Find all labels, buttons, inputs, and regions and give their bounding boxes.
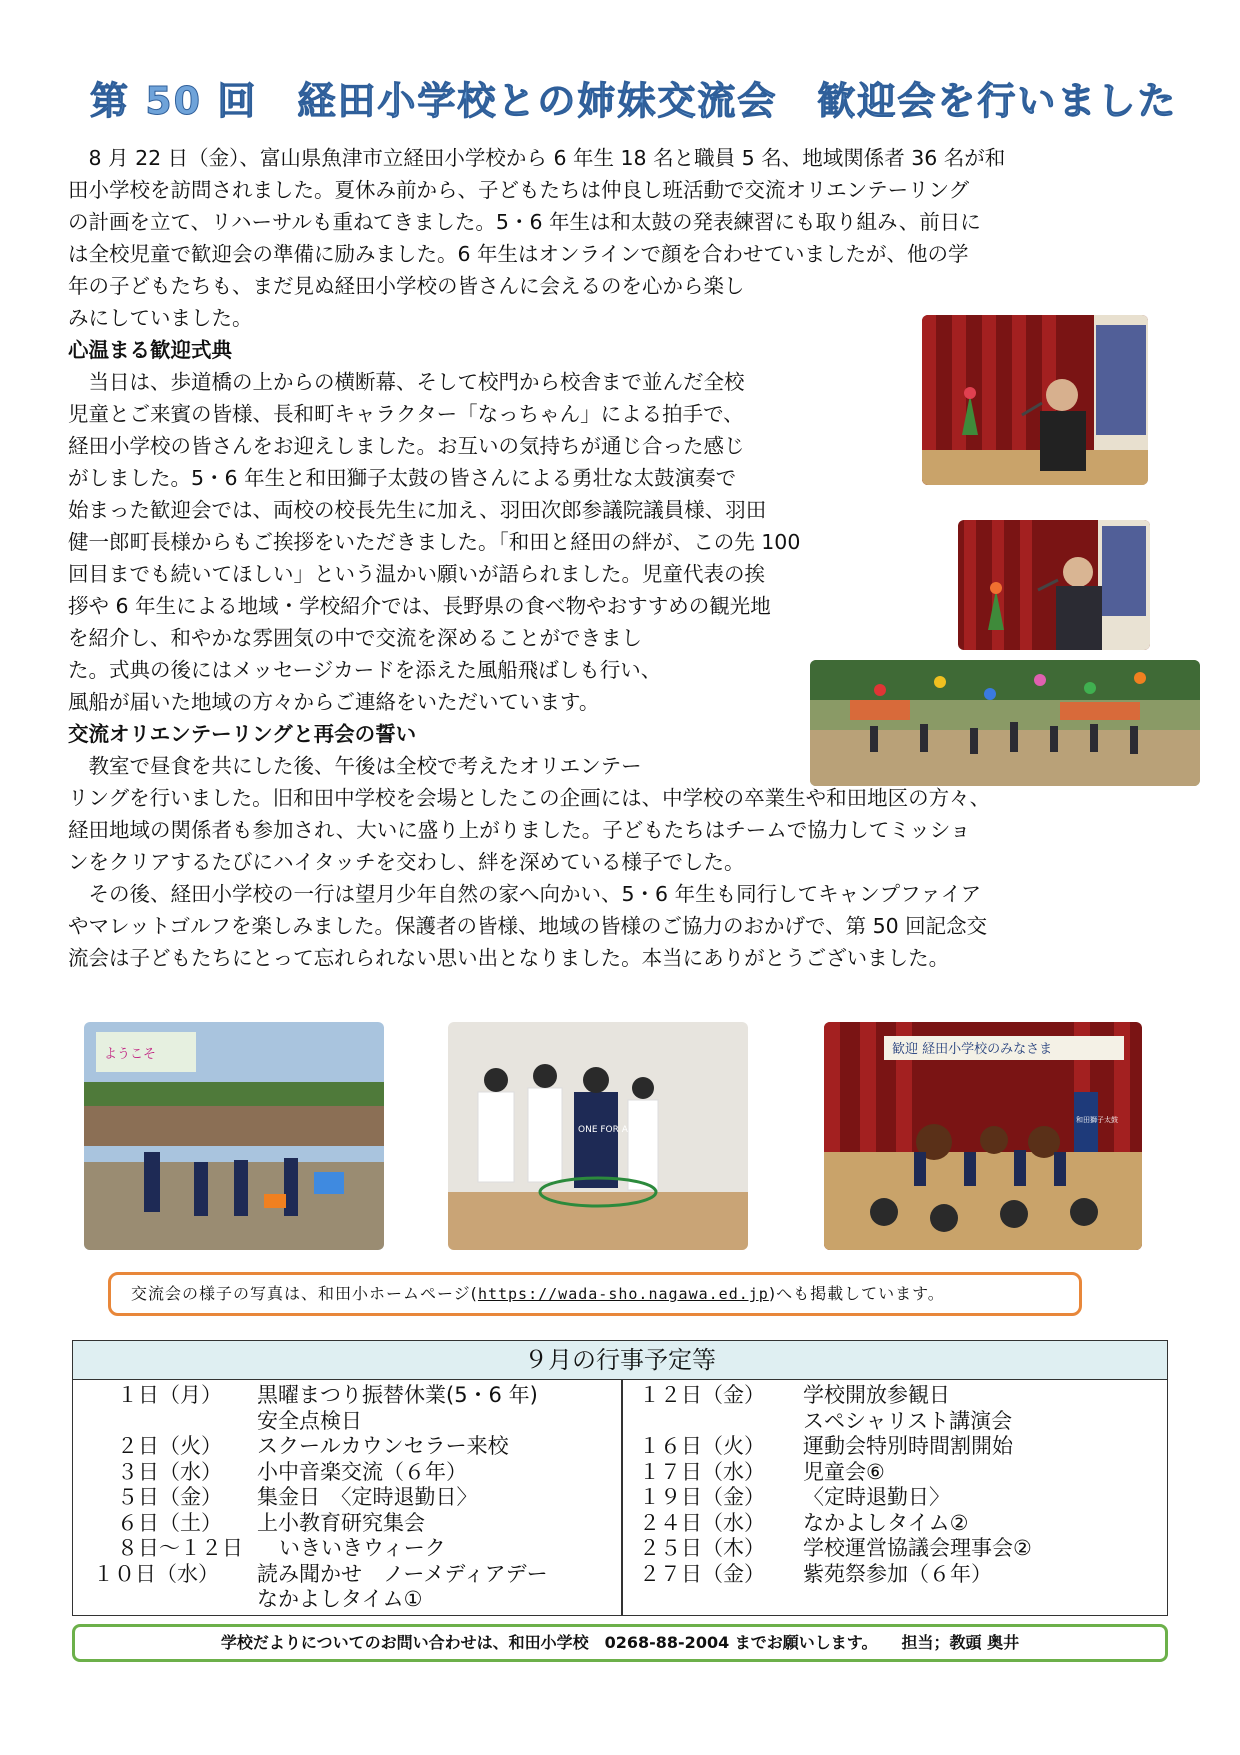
schedule-date: ２日（火）	[117, 1434, 222, 1458]
schedule-row	[633, 1460, 1163, 1486]
schedule-date: １６日（火）	[639, 1434, 765, 1458]
schedule-row	[633, 1562, 1163, 1588]
schedule-date: ８日～１２日	[117, 1536, 243, 1560]
schedule-event: なかよしタイム①	[257, 1587, 423, 1611]
notice-text: )へも掲載しています。	[768, 1284, 945, 1303]
schedule-row	[633, 1485, 1163, 1511]
photo-drum-performance	[824, 1022, 1142, 1250]
photo-indoor-activity	[448, 1022, 748, 1250]
text-line: がしました。5・6 年生と和田獅子太鼓の皆さんによる勇壮な太鼓演奏で	[68, 466, 737, 490]
schedule-event: 〈定時退勤日〉	[803, 1485, 950, 1509]
schedule-event: スクールカウンセラー来校	[257, 1434, 509, 1458]
section-welcome	[68, 334, 800, 718]
schedule-date: ５日（金）	[117, 1485, 222, 1509]
banner-text: ようこそ	[104, 1047, 157, 1062]
schedule-date: ２４日（水）	[639, 1510, 765, 1535]
text-line: みにしていました。	[68, 306, 253, 330]
schedule-event: 上小教育研究集会	[257, 1510, 425, 1535]
schedule-row	[633, 1536, 1163, 1562]
schedule-row	[87, 1434, 617, 1460]
text-line: 8 月 22 日（金）、富山県魚津市立経田小学校から 6 年生 18 名と職員 5 名、地域関係者 36 名が和	[68, 146, 1006, 170]
schedule-date: ２５日（木）	[639, 1536, 765, 1560]
contact-footer: 学校だよりについてのお問い合わせは、和田小学校 0268-88-2004 までお願いします。 担当；教頭 奥井	[72, 1624, 1168, 1662]
text-line: 経田小学校の皆さんをお迎えしました。お互いの気持ちが通じ合った感じ	[68, 434, 745, 458]
photo-balloons	[810, 660, 1200, 786]
schedule-row	[87, 1383, 617, 1409]
hall-banner-text: 歓迎 経田小学校のみなさま	[892, 1042, 1053, 1057]
schedule-table	[72, 1340, 1168, 1616]
schedule-row	[87, 1511, 617, 1537]
text-line: の計画を立て、リハーサルも重ねてきました。5・6 年生は和太鼓の発表練習にも取り組み、前日に	[68, 210, 981, 234]
schedule-date: ６日（土）	[117, 1510, 222, 1535]
section-heading: 交流オリエンテーリングと再会の誓い	[68, 722, 417, 746]
schedule-date: １７日（水）	[639, 1459, 765, 1484]
schedule-date: ２７日（金）	[639, 1561, 765, 1586]
text-line: 回目までも続いてほしい」という温かい願いが語られました。児童代表の挨	[68, 562, 765, 586]
schedule-event: 安全点検日	[257, 1408, 362, 1433]
schedule-event: 小中音楽交流（６年）	[257, 1459, 467, 1484]
schedule-event: スペシャリスト講演会	[803, 1408, 1013, 1433]
text-line: やマレットゴルフを楽しみました。保護者の皆様、地域の皆様のご協力のおかげで、第 50 回記念交	[68, 914, 988, 938]
schedule-event: 紫苑祭参加（６年）	[803, 1561, 992, 1586]
schedule-event: 児童会⑥	[803, 1459, 885, 1484]
schedule-date: １日（月）	[117, 1383, 222, 1407]
photo-speaker-1	[922, 315, 1148, 485]
schedule-date: １９日（金）	[639, 1485, 765, 1509]
schedule-right-column	[633, 1383, 1163, 1587]
text-line: 始まった歓迎会では、両校の校長先生に加え、羽田次郎参議院議員様、羽田	[68, 498, 767, 522]
drum-text: 和田獅子太鼓	[1076, 1116, 1118, 1124]
text-line: 拶や 6 年生による地域・学校紹介では、長野県の食べ物やおすすめの観光地	[68, 594, 771, 618]
text-line: 健一郎町長様からもご挨拶をいただきました。「和田と経田の絆が、この先 100	[68, 530, 801, 554]
schedule-row	[633, 1434, 1163, 1460]
schedule-event: 学校運営協議会理事会②	[803, 1536, 1032, 1560]
schedule-row	[633, 1383, 1163, 1409]
schedule-row	[87, 1562, 617, 1588]
text-line: 流会は子どもたちにとって忘れられない思い出となりました。本当にありがとうございました。	[68, 946, 950, 970]
schedule-title: ９月の行事予定等	[73, 1341, 1167, 1380]
schedule-event: 集金日 〈定時退勤日〉	[257, 1485, 478, 1509]
photo-speaker-2	[958, 520, 1150, 650]
photo-outdoor-activity	[84, 1022, 384, 1250]
text-line: は全校児童で歓迎会の準備に励みました。6 年生はオンラインで顔を合わせていましたが、他の学	[68, 242, 969, 266]
notice-text: 交流会の様子の写真は、和田小ホームページ(	[131, 1284, 478, 1303]
schedule-date: １２日（金）	[639, 1383, 765, 1407]
text-line: 風船が届いた地域の方々からご連絡をいただいています。	[68, 690, 600, 714]
schedule-event: いきいきウィーク	[279, 1536, 446, 1560]
text-line: を紹介し、和やかな雰囲気の中で交流を深めることができまし	[68, 626, 642, 650]
schedule-row	[87, 1460, 617, 1486]
divider	[621, 1379, 623, 1615]
schedule-event: 読み聞かせ ノーメディアデー	[257, 1561, 548, 1586]
photo-notice	[108, 1272, 1082, 1316]
text-line: 年の子どもたちも、まだ見ぬ経田小学校の皆さんに会えるのを心から楽し	[68, 274, 745, 298]
schedule-event: 黒曜まつり振替休業(5・6 年)	[257, 1383, 538, 1407]
text-line: 経田地域の関係者も参加され、大いに盛り上がりました。子どもたちはチームで協力してミッショ	[68, 818, 971, 842]
page-title: 第 50 回 経田小学校との姉妹交流会 歓迎会を行いました	[90, 79, 1178, 123]
schedule-row	[87, 1536, 617, 1562]
schedule-row	[633, 1409, 1163, 1435]
schedule-left-column	[87, 1383, 617, 1613]
text-line: ンをクリアするたびにハイタッチを交わし、絆を深めている様子でした。	[68, 850, 745, 874]
text-line: 児童とご来賓の皆様、長和町キャラクター「なっちゃん」による拍手で、	[68, 402, 744, 426]
schedule-date: １０日（水）	[93, 1561, 219, 1586]
shirt-text: ONE FOR ALL	[578, 1125, 638, 1135]
text-line: た。式典の後にはメッセージカードを添えた風船飛ばしも行い、	[68, 658, 662, 682]
schedule-event: 運動会特別時間割開始	[803, 1434, 1013, 1458]
schedule-row	[87, 1485, 617, 1511]
schedule-event: 学校開放参観日	[803, 1383, 950, 1407]
text-line: リングを行いました。旧和田中学校を会場としたこの企画には、中学校の卒業生や和田地区の方々、	[68, 786, 991, 810]
section-heading: 心温まる歓迎式典	[68, 338, 232, 362]
schedule-date: ３日（水）	[117, 1459, 222, 1484]
text-line: 当日は、歩道橋の上からの横断幕、そして校門から校舎まで並んだ全校	[68, 370, 745, 394]
intro-paragraph	[68, 142, 1005, 334]
text-line: 田小学校を訪問されました。夏休み前から、子どもたちは仲良し班活動で交流オリエンテーリング	[68, 178, 970, 202]
text-line: 教室で昼食を共にした後、午後は全校で考えたオリエンテー	[68, 754, 642, 778]
schedule-row	[87, 1587, 617, 1613]
schedule-row	[87, 1409, 617, 1435]
schedule-row	[633, 1511, 1163, 1537]
homepage-link[interactable]: https://wada-sho.nagawa.ed.jp	[477, 1285, 769, 1303]
text-line: その後、経田小学校の一行は望月少年自然の家へ向かい、5・6 年生も同行してキャンプファイア	[68, 882, 982, 906]
schedule-event: なかよしタイム②	[803, 1510, 969, 1535]
